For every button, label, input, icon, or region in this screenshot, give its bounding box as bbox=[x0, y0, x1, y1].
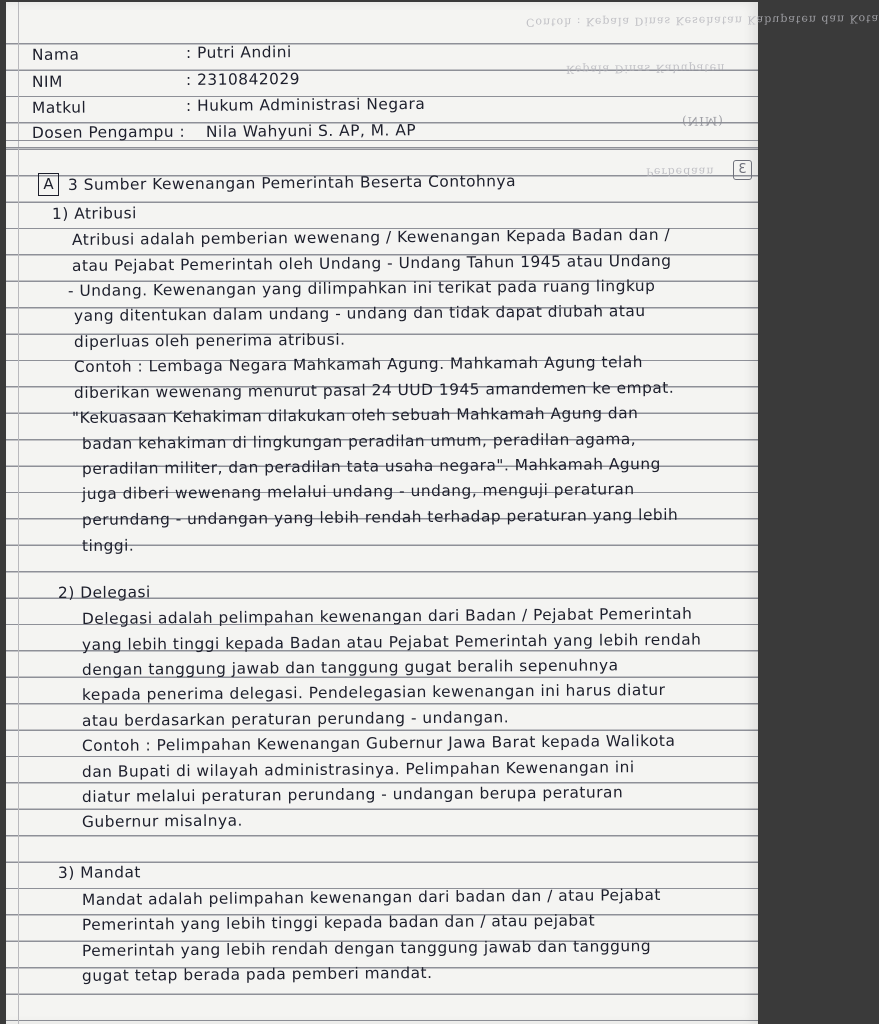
bleed-through-text: Perbedaan bbox=[645, 164, 715, 179]
delegasi-line: Gubernur misalnya. bbox=[81, 811, 243, 831]
atribusi-line: yang ditentukan dalam undang - undang dan tidak dapat diubah atau bbox=[73, 302, 646, 325]
bleed-through-box: 3 bbox=[733, 160, 752, 180]
delegasi-line: Delegasi adalah pelimpahan kewenangan dari Badan / Pejabat Pemerintah bbox=[81, 604, 693, 628]
delegasi-line: diatur melalui peraturan perundang - undangan berupa peraturan bbox=[81, 783, 624, 806]
label-nim: NIM bbox=[31, 72, 63, 91]
atribusi-line: Atribusi adalah pemberian wewenang / Kewenangan Kepada Badan dan / bbox=[71, 225, 671, 249]
value-matkul: : Hukum Administrasi Negara bbox=[185, 94, 426, 115]
delegasi-line: Contoh : Pelimpahan Kewenangan Gubernur Jawa Barat kepada Walikota bbox=[81, 731, 676, 755]
delegasi-line: dan Bupati di wilayah administrasinya. Pelimpahan Kewenangan ini bbox=[81, 758, 635, 781]
atribusi-line: tinggi. bbox=[81, 536, 135, 555]
bleed-through-text: (NIM) bbox=[681, 113, 724, 129]
value-nim: : 2310842029 bbox=[185, 70, 301, 89]
delegasi-line: kepada penerima delegasi. Pendelegasian kewenangan ini harus diatur bbox=[81, 680, 666, 704]
atribusi-line: diperluas oleh penerima atribusi. bbox=[73, 330, 346, 351]
value-nama: : Putri Andini bbox=[185, 43, 292, 62]
mandat-line: gugat tetap berada pada pemberi mandat. bbox=[81, 963, 433, 985]
atribusi-line: atau Pejabat Pemerintah oleh Undang - Undang Tahun 1945 atau Undang bbox=[71, 251, 672, 275]
atribusi-line: badan kehakiman di lingkungan peradilan umum, peradilan agama, bbox=[81, 430, 637, 453]
atribusi-line: "Kekuasaan Kehakiman dilakukan oleh sebuah Mahkamah Agung dan bbox=[71, 404, 639, 427]
label-matkul: Matkul bbox=[31, 98, 87, 117]
section-title: 3 Sumber Kewenangan Pemerintah Beserta Contohnya bbox=[67, 172, 517, 194]
mandat-line: Mandat adalah pelimpahan kewenangan dari badan dan / atau Pejabat bbox=[81, 885, 661, 909]
heading-delegasi: 2) Delegasi bbox=[57, 583, 151, 602]
atribusi-line: juga diberi wewenang melalui undang - undang, menguji peraturan bbox=[81, 480, 635, 503]
atribusi-line: - Undang. Kewenangan yang dilimpahkan ini terikat pada ruang lingkup bbox=[67, 276, 656, 300]
heading-mandat: 3) Mandat bbox=[57, 863, 141, 882]
delegasi-line: dengan tanggung jawab dan tanggung gugat beralih sepenuhnya bbox=[81, 656, 619, 679]
delegasi-line: yang lebih tinggi kepada Badan atau Pejabat Pemerintah yang lebih rendah bbox=[81, 630, 702, 654]
delegasi-line: atau berdasarkan peraturan perundang - undangan. bbox=[81, 708, 510, 730]
bleed-through-text: Kepala Dinas Kabupaten bbox=[565, 61, 726, 76]
atribusi-line: peradilan militer, dan peradilan tata usaha negara". Mahkamah Agung bbox=[81, 454, 661, 478]
atribusi-line: perundang - undangan yang lebih rendah terhadap peraturan yang lebih bbox=[81, 505, 679, 529]
atribusi-line: Contoh : Lembaga Negara Mahkamah Agung. Mahkamah Agung telah bbox=[73, 353, 644, 376]
label-dosen: Dosen Pengampu : bbox=[31, 122, 186, 142]
value-dosen: Nila Wahyuni S. AP, M. AP bbox=[205, 121, 417, 141]
margin-line bbox=[18, 2, 19, 1024]
heading-atribusi: 1) Atribusi bbox=[51, 204, 137, 223]
mandat-line: Pemerintah yang lebih rendah dengan tanggung jawab dan tanggung bbox=[81, 937, 652, 960]
notebook-page bbox=[6, 2, 879, 1024]
atribusi-line: diberikan wewenang menurut pasal 24 UUD 1945 amandemen ke empat. bbox=[73, 378, 675, 402]
mandat-line: Pemerintah yang lebih tinggi kepada badan dan / atau pejabat bbox=[81, 911, 596, 934]
label-nama: Nama bbox=[31, 45, 80, 64]
bleed-through-text: Contoh : Kepala Dinas Kesehatan Kabupaten dan Kota bbox=[525, 12, 879, 29]
section-letter-box: A bbox=[38, 173, 59, 196]
